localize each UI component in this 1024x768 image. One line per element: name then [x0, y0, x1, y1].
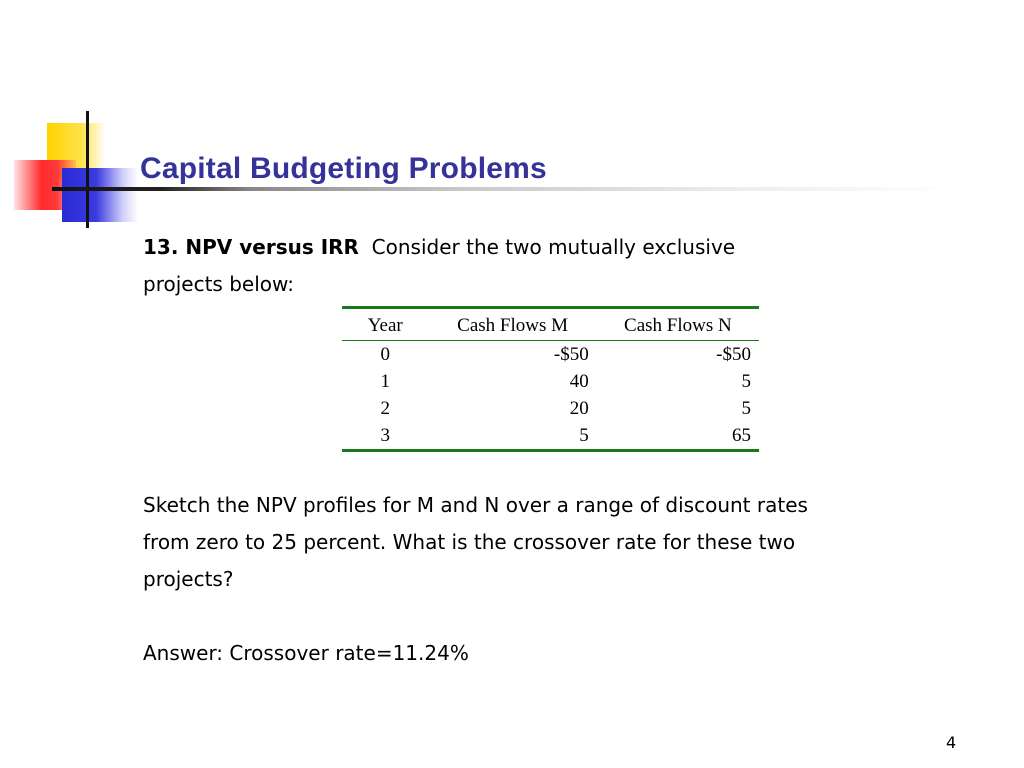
question-text: [143, 487, 923, 598]
cell-year: 3: [380, 425, 390, 446]
question-line1: Sketch the NPV profiles for M and N over a range of discount rates: [143, 493, 808, 517]
cell-cash-flow-n: 5: [741, 371, 751, 392]
cell-year: 2: [380, 398, 390, 419]
header-cash-flows-n: Cash Flows N: [597, 308, 759, 341]
slide-logo-decoration: [0, 0, 200, 240]
cell-cash-flow-n: 5: [741, 398, 751, 419]
cell-year: 0: [380, 344, 390, 365]
problem-heading: 13. NPV versus IRR: [143, 235, 359, 259]
table-row: [342, 341, 759, 369]
problem-intro: [143, 229, 923, 303]
title-underline: [52, 187, 957, 191]
cell-cash-flow-m: -$50: [553, 344, 589, 365]
cell-cash-flow-m: 20: [569, 398, 589, 419]
question-line3: projects?: [143, 567, 234, 591]
table-row: [342, 395, 759, 422]
cash-flow-table: [342, 306, 759, 452]
table-row: [342, 422, 759, 451]
slide-title: Capital Budgeting Problems: [140, 152, 547, 185]
cell-year: 1: [380, 371, 390, 392]
cell-cash-flow-m: 40: [569, 371, 589, 392]
answer-text: Answer: Crossover rate=11.24%: [143, 641, 469, 665]
table-header-row: [342, 308, 759, 341]
question-line2: from zero to 25 percent. What is the crossover rate for these two: [143, 530, 796, 554]
page-number: 4: [946, 733, 957, 752]
table-row: [342, 368, 759, 395]
problem-intro-line2: projects below:: [143, 272, 294, 296]
logo-blue-square: [62, 168, 138, 222]
problem-intro-line1: Consider the two mutually exclusive: [371, 235, 736, 259]
logo-vertical-line: [86, 111, 89, 228]
cell-cash-flow-m: 5: [579, 425, 589, 446]
cell-cash-flow-n: 65: [732, 425, 751, 446]
cell-cash-flow-n: -$50: [716, 344, 751, 365]
header-cash-flows-m: Cash Flows M: [428, 308, 596, 341]
header-year: Year: [342, 308, 428, 341]
